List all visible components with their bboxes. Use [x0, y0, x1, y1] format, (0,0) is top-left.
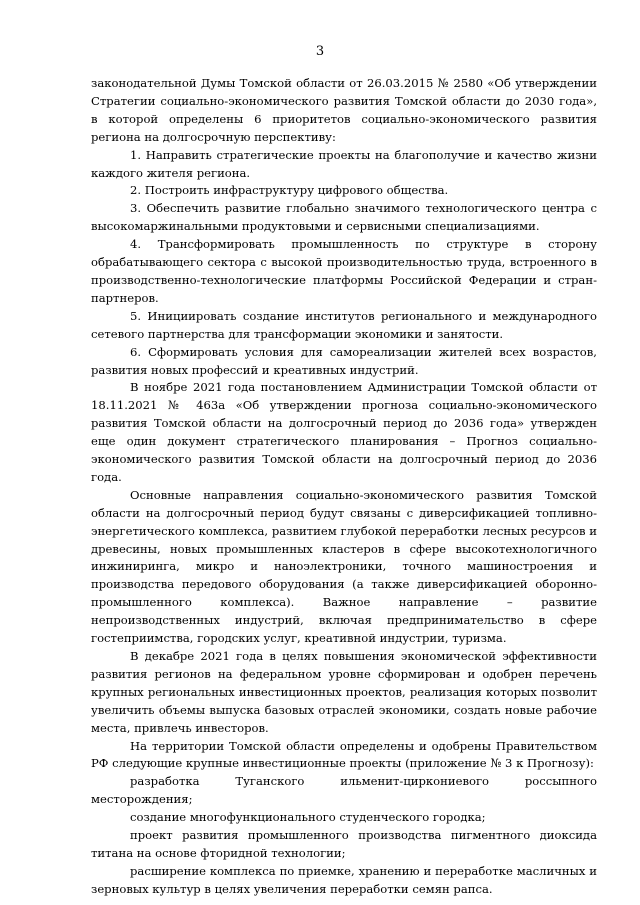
project-item-tugan-deposit: разработка Туганского ильменит-циркониевого россыпного месторождения; [91, 774, 597, 807]
paragraph-strategy-continuation: законодательной Думы Томской области от 26.03.2015 № 2580 «Об утверждении Стратегии социально-экономического развития Томской области до 2030 года», в которой определены 6 приоритетов социально-экономического развития региона на долгосрочную перспективу: [91, 76, 597, 144]
priority-item-6: 6. Сформировать условия для самореализации жителей всех возрастов, развития новых профессий и креативных индустрий. [91, 344, 597, 377]
paragraph-main-directions: Основные направления социально-экономического развития Томской области на долгосрочный период будут связаны с диверсификацией топливно-энергетического комплекса, развитием глубокой переработки лесных ресурсов и древесины, новых промышленных кластеров в сфере высокотехнологичного инжиниринга, микро и наноэлектроники, точного машиностроения и производства передового оборудования (а также диверсификацией оборонно-промышленного комплекса). Важное направление – развитие непроизводственных индустрий, включая предпринимательство в сфере гостеприимства, городских услуг, креативной индустрии, туризма. [91, 487, 597, 646]
paragraph-tomsk-projects-intro: На территории Томской области определены и одобрены Правительством РФ следующие крупные инвестиционные проекты (приложение № 3 к Прогнозу): [91, 738, 597, 771]
priority-item-2: 2. Построить инфраструктуру цифрового общества. [130, 183, 449, 198]
document-body [91, 75, 597, 899]
paragraph-investment-projects-list: В декабре 2021 года в целях повышения экономической эффективности развития регионов на федеральном уровне сформирован и одобрен перечень крупных региональных инвестиционных проектов, реализация которых позволит увеличить объемы выпуска базовых отраслей экономики, создать новые рабочие места, привлечь инвесторов. [91, 649, 597, 735]
page-number: 3 [315, 44, 325, 59]
project-item-titanium-dioxide: проект развития промышленного производства пигментного диоксида титана на основе фторидной технологии; [91, 828, 597, 860]
paragraph-forecast-2036: В ноябре 2021 года постановлением Администрации Томской области от 18.11.2021 № 463а «Об утверждении прогноза социально-экономического развития Томской области на долгосрочный период до 2036 года» утвержден еще один документ стратегического планирования – Прогноз социально-экономического развития Томской области на долгосрочный период до 2036 года. [91, 380, 597, 484]
priority-item-4: 4. Трансформировать промышленность по структуре в сторону обрабатывающего сектора с высокой производительностью труда, встроенного в производственно-технологические платформы Российской Федерации и стран-партнеров. [91, 237, 597, 305]
project-item-student-campus: создание многофункционального студенческого городка; [130, 810, 486, 825]
priority-item-1: 1. Направить стратегические проекты на благополучие и качество жизни каждого жителя региона. [91, 147, 597, 180]
priority-item-3: 3. Обеспечить развитие глобально значимого технологического центра с высокомаржинальными продуктовыми и сервисными специализациями. [91, 201, 597, 234]
project-item-rapeseed-complex: расширение комплекса по приемке, хранению и переработке масличных и зерновых культур в целях увеличения переработки семян рапса. [91, 863, 597, 896]
priority-item-5: 5. Инициировать создание институтов регионального и международного сетевого партнерства для трансформации экономики и занятости. [91, 308, 597, 341]
